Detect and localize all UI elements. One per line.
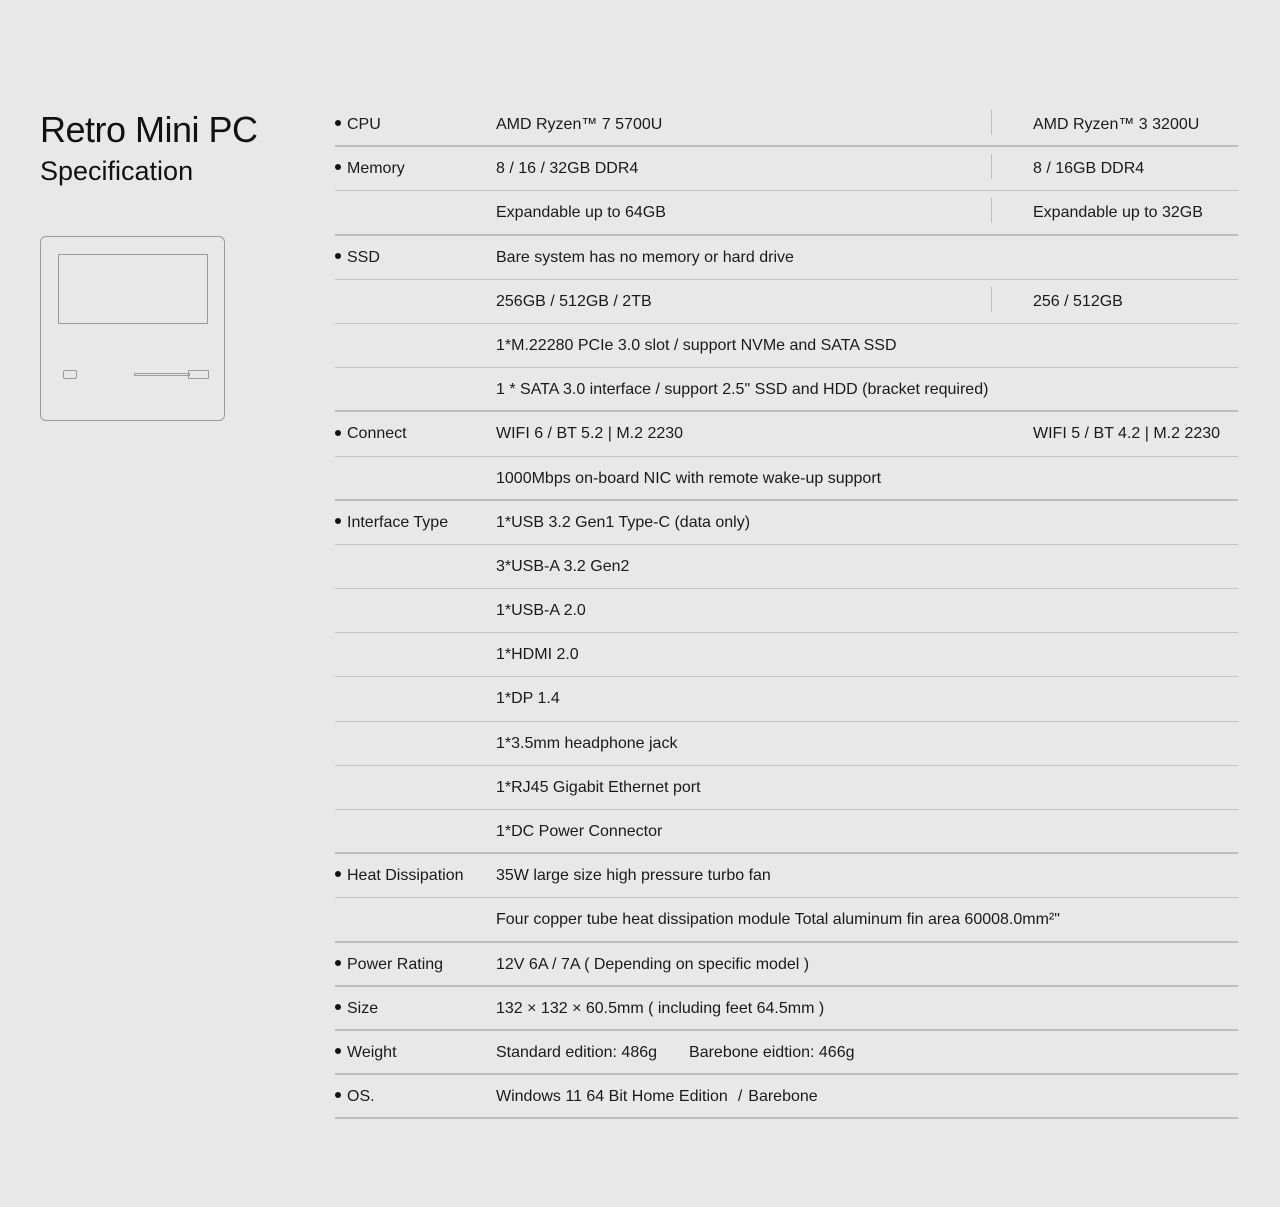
device-slot-outline (134, 373, 190, 376)
spec-value-alt: AMD Ryzen™ 3 3200U (1033, 116, 1200, 133)
spec-row-interface-6 (335, 722, 1238, 766)
os-separator: / (737, 1088, 743, 1106)
bullet-icon (335, 518, 341, 524)
device-power-led-outline (63, 370, 77, 379)
device-slot-end-outline (188, 370, 209, 379)
column-divider (991, 287, 992, 312)
column-divider (991, 198, 992, 223)
column-divider (991, 154, 992, 179)
spec-value: 1 * SATA 3.0 interface / support 2.5" SSD and HDD (bracket required) (496, 381, 989, 399)
spec-row-ssd-3 (335, 324, 1238, 368)
spec-row-memory-2 (335, 191, 1238, 235)
bullet-icon (335, 1092, 341, 1098)
spec-value: 1*USB 3.2 Gen1 Type-C (data only) (496, 513, 751, 531)
spec-label-text: Memory (347, 160, 405, 178)
spec-value-alt: Expandable up to 32GB (1033, 204, 1203, 222)
spec-row-interface (335, 501, 1238, 545)
spec-value: 1*USB-A 2.0 (496, 602, 586, 620)
spec-row-interface-4 (335, 633, 1238, 677)
spec-row-ssd-2 (335, 280, 1238, 324)
spec-label-os (335, 1088, 375, 1106)
bullet-icon (335, 1004, 341, 1010)
spec-row-connect-2 (335, 457, 1238, 501)
spec-label-text: CPU (347, 116, 381, 133)
spec-row-os (335, 1075, 1238, 1119)
spec-label-memory (335, 160, 405, 178)
spec-value: 1*DP 1.4 (496, 690, 560, 708)
spec-row-interface-3 (335, 589, 1238, 633)
spec-value: WIFI 6 / BT 5.2 | M.2 2230 (496, 425, 684, 443)
spec-row-interface-7 (335, 766, 1238, 810)
spec-value: 1*RJ45 Gigabit Ethernet port (496, 778, 701, 796)
spec-label-text: Connect (347, 425, 407, 443)
device-screen-outline (58, 254, 208, 324)
spec-row-weight (335, 1031, 1238, 1075)
spec-value-alt: 8 / 16GB DDR4 (1033, 160, 1145, 178)
spec-value: 1000Mbps on-board NIC with remote wake-up support (496, 469, 882, 487)
spec-row-interface-2 (335, 545, 1238, 589)
spec-row-interface-5 (335, 677, 1238, 721)
bullet-icon (335, 164, 341, 170)
spec-value: 8 / 16 / 32GB DDR4 (496, 160, 639, 178)
spec-label-text: Heat Dissipation (347, 867, 464, 885)
spec-label-text: Weight (347, 1043, 397, 1061)
spec-row-size (335, 987, 1238, 1031)
spec-row-heat (335, 854, 1238, 898)
os-barebone: Barebone (748, 1088, 818, 1106)
spec-row-connect (335, 412, 1238, 456)
spec-label-text: SSD (347, 248, 380, 266)
spec-table (335, 103, 1238, 1119)
spec-value: 1*3.5mm headphone jack (496, 734, 678, 752)
spec-label-cpu (335, 116, 381, 134)
spec-value-alt: 256 / 512GB (1033, 292, 1123, 310)
spec-label-power (335, 956, 443, 974)
spec-row-ssd-4 (335, 368, 1238, 412)
spec-label-text: OS. (347, 1088, 375, 1106)
bullet-icon (335, 1048, 341, 1054)
spec-row-interface-8 (335, 810, 1238, 854)
spec-value-alt: WIFI 5 / BT 4.2 | M.2 2230 (1033, 425, 1221, 443)
spec-value: 1*DC Power Connector (496, 823, 663, 840)
spec-row-heat-2 (335, 898, 1238, 942)
page-subtitle: Specification (40, 156, 194, 186)
bullet-icon (335, 253, 341, 259)
mini-pc-front-outline-icon (40, 236, 225, 421)
spec-value: 1*HDMI 2.0 (496, 646, 579, 664)
spec-row-power (335, 943, 1238, 987)
spec-value (496, 1088, 818, 1106)
os-windows: Windows 11 64 Bit Home Edition (496, 1088, 728, 1106)
bullet-icon (335, 871, 341, 877)
spec-label-interface (335, 514, 448, 532)
weight-barebone: Barebone eidtion: 466g (689, 1043, 855, 1061)
spec-value: 12V 6A / 7A ( Depending on specific model ) (496, 955, 810, 973)
spec-row-ssd (335, 236, 1238, 280)
spec-value: 3*USB-A 3.2 Gen2 (496, 557, 630, 575)
spec-label-size (335, 1000, 378, 1018)
weight-standard: Standard edition: 486g (496, 1043, 658, 1061)
spec-label-connect (335, 425, 407, 443)
spec-row-cpu (335, 103, 1238, 147)
spec-value: AMD Ryzen™ 7 5700U (496, 116, 663, 133)
spec-value: Four copper tube heat dissipation module Total aluminum fin area 60008.0mm²" (496, 911, 1060, 929)
spec-label-ssd (335, 249, 380, 267)
spec-label-weight (335, 1044, 397, 1062)
spec-label-heat (335, 867, 464, 885)
spec-label-text: Interface Type (347, 513, 449, 531)
bullet-icon (335, 120, 341, 126)
spec-value (496, 1044, 854, 1062)
spec-row-memory (335, 147, 1238, 191)
spec-value: 1*M.22280 PCIe 3.0 slot / support NVMe and SATA SSD (496, 336, 897, 354)
spec-label-text: Power Rating (347, 955, 444, 973)
spec-value: Bare system has no memory or hard drive (496, 248, 794, 266)
spec-label-text: Size (347, 999, 379, 1017)
bullet-icon (335, 430, 341, 436)
column-divider (991, 110, 992, 135)
spec-value: 256GB / 512GB / 2TB (496, 292, 652, 310)
page-title: Retro Mini PC (40, 109, 258, 150)
spec-value: 35W large size high pressure turbo fan (496, 867, 771, 885)
spec-value: 132 × 132 × 60.5mm ( including feet 64.5mm ) (496, 999, 825, 1017)
spec-value: Expandable up to 64GB (496, 204, 666, 222)
bullet-icon (335, 960, 341, 966)
